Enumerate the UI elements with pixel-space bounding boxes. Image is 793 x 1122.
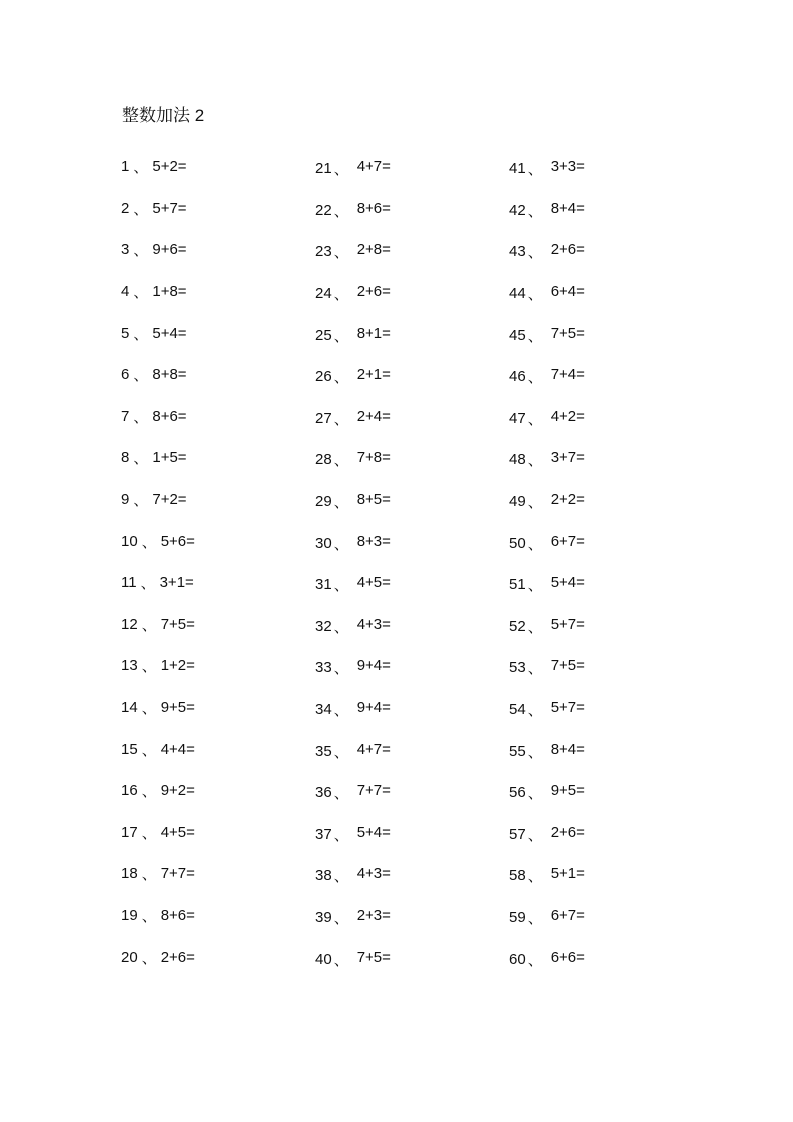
problem-item: [315, 562, 505, 604]
problem-item: [509, 479, 699, 521]
problem-separator: 、: [333, 452, 349, 470]
problem-item: [121, 437, 311, 479]
problem-item: [315, 188, 505, 230]
problem-number: 34: [315, 701, 332, 719]
problem-expression: 8+5=: [356, 491, 391, 509]
problem-number: 54: [509, 701, 526, 719]
problem-expression: 2+6=: [160, 948, 195, 966]
problem-item: [121, 312, 311, 354]
problem-separator: 、: [333, 660, 349, 678]
problem-expression: 9+5=: [160, 699, 195, 717]
problem-number: 12: [121, 615, 138, 633]
problem-separator: 、: [141, 658, 157, 676]
problem-expression: 3+1=: [159, 574, 194, 592]
problem-expression: 6+4=: [550, 283, 585, 301]
problem-separator: 、: [133, 450, 149, 468]
problem-number: 17: [121, 823, 138, 841]
problem-separator: 、: [141, 616, 157, 634]
problem-expression: 7+5=: [550, 657, 585, 675]
problem-item: [509, 271, 699, 313]
problem-separator: 、: [141, 783, 157, 801]
problem-expression: 3+7=: [550, 449, 585, 467]
problem-item: [315, 812, 505, 854]
problem-separator: 、: [333, 244, 349, 262]
problem-expression: 7+8=: [356, 449, 391, 467]
problem-item: [121, 354, 311, 396]
problem-number: 33: [315, 659, 332, 677]
problem-item: [509, 354, 699, 396]
problem-expression: 4+7=: [356, 158, 391, 176]
problem-number: 29: [315, 493, 332, 511]
problem-item: [121, 479, 311, 521]
problem-item: [121, 936, 311, 978]
problem-separator: 、: [333, 494, 349, 512]
problem-expression: 2+6=: [550, 241, 585, 259]
problem-number: 38: [315, 867, 332, 885]
problem-number: 30: [315, 534, 332, 552]
problem-column-2: [315, 146, 505, 978]
problem-separator: 、: [333, 826, 349, 844]
problem-item: [509, 146, 699, 188]
problem-expression: 4+5=: [356, 574, 391, 592]
problem-number: 36: [315, 784, 332, 802]
problem-separator: 、: [141, 533, 157, 551]
problem-item: [315, 354, 505, 396]
problem-number: 39: [315, 908, 332, 926]
problem-number: 58: [509, 867, 526, 885]
problem-item: [509, 229, 699, 271]
problem-item: [121, 812, 311, 854]
problem-number: 31: [315, 576, 332, 594]
problem-item: [509, 853, 699, 895]
problem-separator: 、: [527, 702, 543, 720]
problem-separator: 、: [133, 159, 149, 177]
problem-expression: 5+7=: [550, 699, 585, 717]
problem-separator: 、: [141, 741, 157, 759]
problem-item: [315, 437, 505, 479]
problem-item: [121, 396, 311, 438]
problem-expression: 7+5=: [550, 324, 585, 342]
problem-item: [509, 604, 699, 646]
problem-number: 23: [315, 243, 332, 261]
problem-item: [509, 812, 699, 854]
problem-expression: 8+6=: [152, 407, 187, 425]
problem-number: 56: [509, 784, 526, 802]
problem-separator: 、: [333, 909, 349, 927]
problem-expression: 5+1=: [550, 865, 585, 883]
problem-item: [121, 604, 311, 646]
problem-number: 51: [509, 576, 526, 594]
problem-item: [121, 770, 311, 812]
problem-item: [315, 312, 505, 354]
problem-separator: 、: [133, 284, 149, 302]
problem-separator: 、: [333, 202, 349, 220]
problem-expression: 7+5=: [356, 948, 391, 966]
problem-expression: 2+4=: [356, 407, 391, 425]
problem-number: 13: [121, 657, 138, 675]
problem-expression: 9+4=: [356, 699, 391, 717]
problem-number: 1: [121, 158, 130, 176]
problem-separator: 、: [133, 367, 149, 385]
problem-separator: 、: [333, 743, 349, 761]
problem-column-1: [121, 146, 311, 978]
problem-number: 6: [121, 366, 130, 384]
problem-expression: 5+4=: [152, 324, 187, 342]
problem-item: [509, 437, 699, 479]
problem-separator: 、: [141, 824, 157, 842]
problem-separator: 、: [527, 161, 543, 179]
problem-number: 46: [509, 368, 526, 386]
problem-item: [315, 604, 505, 646]
problem-separator: 、: [133, 325, 149, 343]
problem-separator: 、: [333, 410, 349, 428]
problem-expression: 6+7=: [550, 532, 585, 550]
problem-number: 27: [315, 409, 332, 427]
problem-number: 50: [509, 534, 526, 552]
problem-number: 15: [121, 740, 138, 758]
problem-number: 57: [509, 825, 526, 843]
problem-expression: 7+2=: [152, 491, 187, 509]
problem-number: 59: [509, 908, 526, 926]
problem-number: 60: [509, 950, 526, 968]
problem-number: 5: [121, 324, 130, 342]
problem-number: 24: [315, 285, 332, 303]
problem-expression: 8+3=: [356, 532, 391, 550]
problem-item: [509, 770, 699, 812]
problem-item: [315, 687, 505, 729]
problem-number: 55: [509, 742, 526, 760]
problem-separator: 、: [527, 868, 543, 886]
problem-separator: 、: [527, 286, 543, 304]
problem-expression: 6+6=: [550, 948, 585, 966]
problem-expression: 3+3=: [550, 158, 585, 176]
problem-expression: 8+4=: [550, 740, 585, 758]
problem-expression: 2+6=: [550, 823, 585, 841]
problem-item: [315, 728, 505, 770]
problem-expression: 7+4=: [550, 366, 585, 384]
problem-separator: 、: [527, 743, 543, 761]
problem-item: [121, 188, 311, 230]
problem-number: 26: [315, 368, 332, 386]
problem-expression: 2+3=: [356, 906, 391, 924]
problem-separator: 、: [527, 535, 543, 553]
problem-separator: 、: [527, 202, 543, 220]
problem-number: 10: [121, 532, 138, 550]
problem-separator: 、: [527, 452, 543, 470]
problem-item: [509, 645, 699, 687]
problem-separator: 、: [133, 200, 149, 218]
problem-separator: 、: [141, 700, 157, 718]
problem-item: [509, 895, 699, 937]
problem-number: 40: [315, 950, 332, 968]
problem-expression: 9+2=: [160, 782, 195, 800]
problem-separator: 、: [333, 951, 349, 969]
problem-item: [509, 728, 699, 770]
problem-separator: 、: [527, 785, 543, 803]
problem-separator: 、: [333, 327, 349, 345]
problem-item: [509, 396, 699, 438]
problem-item: [121, 645, 311, 687]
problem-number: 18: [121, 865, 138, 883]
problem-expression: 6+7=: [550, 906, 585, 924]
problem-number: 22: [315, 201, 332, 219]
problem-expression: 4+4=: [160, 740, 195, 758]
problem-item: [121, 895, 311, 937]
problem-expression: 7+7=: [356, 782, 391, 800]
problem-expression: 8+6=: [160, 906, 195, 924]
problem-expression: 7+5=: [160, 615, 195, 633]
problem-separator: 、: [141, 866, 157, 884]
problem-item: [509, 936, 699, 978]
problem-item: [315, 645, 505, 687]
problem-item: [315, 479, 505, 521]
problem-number: 4: [121, 283, 130, 301]
problem-expression: 2+6=: [356, 283, 391, 301]
problem-number: 20: [121, 948, 138, 966]
problem-expression: 4+3=: [356, 865, 391, 883]
problem-expression: 9+5=: [550, 782, 585, 800]
problem-item: [315, 396, 505, 438]
problem-number: 14: [121, 699, 138, 717]
problem-number: 47: [509, 409, 526, 427]
problem-separator: 、: [527, 826, 543, 844]
problem-item: [121, 271, 311, 313]
problem-expression: 5+2=: [152, 158, 187, 176]
problem-separator: 、: [333, 618, 349, 636]
problem-separator: 、: [333, 702, 349, 720]
problem-item: [121, 562, 311, 604]
problem-number: 3: [121, 241, 130, 259]
problem-item: [509, 562, 699, 604]
problem-number: 44: [509, 285, 526, 303]
problem-separator: 、: [527, 909, 543, 927]
problem-item: [509, 312, 699, 354]
problem-number: 53: [509, 659, 526, 677]
problem-item: [315, 271, 505, 313]
problem-number: 2: [121, 199, 130, 217]
problem-expression: 5+7=: [550, 615, 585, 633]
problem-separator: 、: [527, 327, 543, 345]
problem-expression: 2+1=: [356, 366, 391, 384]
problem-number: 52: [509, 617, 526, 635]
problem-item: [315, 146, 505, 188]
problem-separator: 、: [333, 577, 349, 595]
problem-number: 32: [315, 617, 332, 635]
problem-number: 37: [315, 825, 332, 843]
problem-separator: 、: [140, 575, 156, 593]
problem-separator: 、: [133, 408, 149, 426]
problem-separator: 、: [333, 161, 349, 179]
problem-item: [315, 936, 505, 978]
problem-separator: 、: [333, 535, 349, 553]
problem-separator: 、: [133, 242, 149, 260]
problem-item: [315, 895, 505, 937]
problem-item: [315, 853, 505, 895]
problem-item: [121, 687, 311, 729]
problem-number: 11: [121, 574, 137, 592]
problem-expression: 2+2=: [550, 491, 585, 509]
problem-number: 49: [509, 493, 526, 511]
problem-expression: 5+4=: [550, 574, 585, 592]
problem-number: 41: [509, 160, 526, 178]
problem-item: [121, 146, 311, 188]
problem-item: [121, 853, 311, 895]
problem-separator: 、: [333, 286, 349, 304]
problem-expression: 1+5=: [152, 449, 187, 467]
problem-separator: 、: [333, 785, 349, 803]
problem-number: 19: [121, 906, 138, 924]
problem-separator: 、: [527, 244, 543, 262]
problem-number: 25: [315, 326, 332, 344]
problem-expression: 8+1=: [356, 324, 391, 342]
problem-item: [509, 188, 699, 230]
problem-separator: 、: [527, 951, 543, 969]
problem-item: [315, 520, 505, 562]
problem-expression: 8+6=: [356, 199, 391, 217]
problem-expression: 8+4=: [550, 199, 585, 217]
problem-expression: 1+2=: [160, 657, 195, 675]
problem-separator: 、: [527, 618, 543, 636]
problem-expression: 4+7=: [356, 740, 391, 758]
problem-expression: 9+4=: [356, 657, 391, 675]
problem-number: 45: [509, 326, 526, 344]
problem-expression: 4+2=: [550, 407, 585, 425]
problem-separator: 、: [141, 949, 157, 967]
problem-number: 9: [121, 491, 130, 509]
problem-separator: 、: [527, 494, 543, 512]
problem-expression: 1+8=: [152, 283, 187, 301]
problem-item: [509, 687, 699, 729]
problem-expression: 7+7=: [160, 865, 195, 883]
problem-column-3: [509, 146, 699, 978]
problem-separator: 、: [527, 577, 543, 595]
problem-expression: 5+7=: [152, 199, 187, 217]
problem-number: 48: [509, 451, 526, 469]
problem-expression: 5+6=: [160, 532, 195, 550]
problem-expression: 4+3=: [356, 615, 391, 633]
problem-expression: 5+4=: [356, 823, 391, 841]
problem-number: 16: [121, 782, 138, 800]
problem-separator: 、: [133, 492, 149, 510]
problem-number: 7: [121, 407, 130, 425]
problem-number: 42: [509, 201, 526, 219]
problem-expression: 8+8=: [152, 366, 187, 384]
problem-separator: 、: [527, 369, 543, 387]
problem-number: 8: [121, 449, 130, 467]
problem-number: 21: [315, 160, 332, 178]
problem-number: 28: [315, 451, 332, 469]
problem-expression: 2+8=: [356, 241, 391, 259]
problem-item: [315, 229, 505, 271]
problem-expression: 9+6=: [152, 241, 187, 259]
problem-separator: 、: [333, 868, 349, 886]
problem-item: [121, 520, 311, 562]
problem-separator: 、: [333, 369, 349, 387]
problem-expression: 4+5=: [160, 823, 195, 841]
problem-item: [509, 520, 699, 562]
problem-number: 35: [315, 742, 332, 760]
problem-item: [121, 229, 311, 271]
problem-separator: 、: [527, 410, 543, 428]
problem-separator: 、: [527, 660, 543, 678]
page-title: 整数加法 2: [122, 106, 205, 125]
problem-number: 43: [509, 243, 526, 261]
problem-separator: 、: [141, 907, 157, 925]
problem-item: [315, 770, 505, 812]
problem-item: [121, 728, 311, 770]
